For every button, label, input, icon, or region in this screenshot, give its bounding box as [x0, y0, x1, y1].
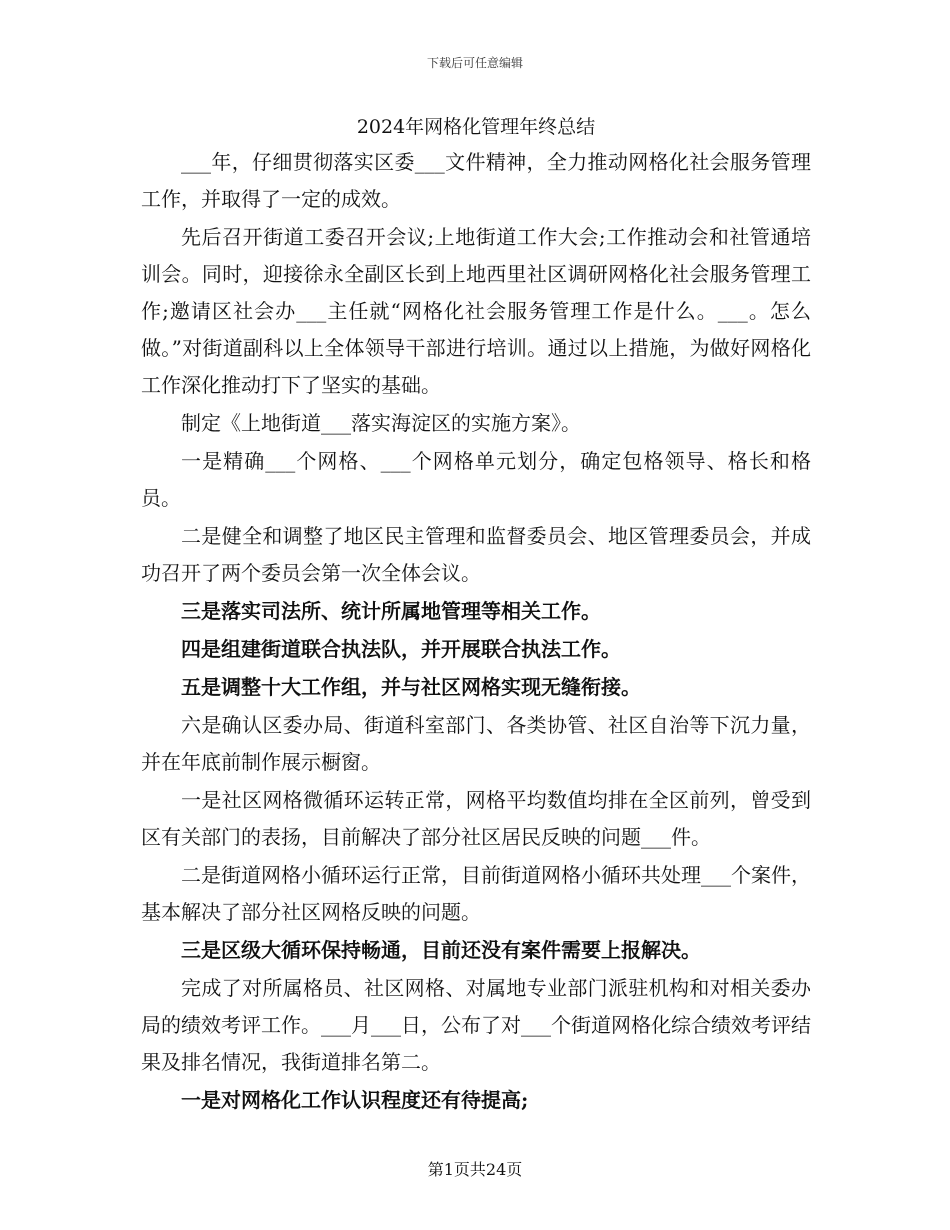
paragraph: 二是街道网格小循环运行正常，目前街道网格小循环共处理___个案件，基本解决了部分社区网格反映的问题。	[141, 863, 811, 924]
paragraph: 先后召开街道工委召开会议;上地街道工作大会;工作推动会和社管通培训会。同时，迎接徐永全副区长到上地西里社区调研网格化社会服务管理工作;邀请区社会办___主任就“网格化社会服务管理工作是什么。___。怎么做。”对街道副科以上全体领导干部进行培训。通过以上措施，为做好网格化工作深化推动打下了坚实的基础。	[141, 225, 811, 397]
document-body	[141, 112, 811, 1120]
paragraph: 二是健全和调整了地区民主管理和监督委员会、地区管理委员会，并成功召开了两个委员会第一次全体会议。	[141, 524, 811, 585]
header-note: 下载后可任意编辑	[426, 56, 523, 70]
paragraph-list	[141, 144, 811, 1119]
paragraph: 一是社区网格微循环运转正常，网格平均数值均排在全区前列，曾受到区有关部门的表扬，目前解决了部分社区居民反映的问题___件。	[141, 788, 811, 849]
paragraph: 三是区级大循环保持畅通，目前还没有案件需要上报解决。	[181, 938, 701, 962]
paragraph: 五是调整十大工作组，并与社区网格实现无缝衔接。	[181, 675, 641, 699]
paragraph: ___年，仔细贯彻落实区委___文件精神，全力推动网格化社会服务管理工作，并取得了一定的成效。	[141, 150, 811, 211]
paragraph: 完成了对所属格员、社区网格、对属地专业部门派驻机构和对相关委办局的绩效考评工作。___月___日，公布了对___个街道网格化综合绩效考评结果及排名情况，我街道排名第二。	[141, 976, 811, 1074]
paragraph: 三是落实司法所、统计所属地管理等相关工作。	[181, 599, 601, 623]
paragraph: 一是精确___个网格、___个网格单元划分，确定包格领导、格长和格员。	[141, 449, 811, 510]
paragraph: 制定《上地街道___落实海淀区的实施方案》。	[181, 411, 581, 435]
paragraph: 六是确认区委办局、街道科室部门、各类协管、社区自治等下沉力量，并在年底前制作展示橱窗。	[141, 713, 811, 774]
document-title: 2024年网格化管理年终总结	[356, 116, 596, 138]
paragraph: 一是对网格化工作认识程度还有待提高;	[181, 1088, 529, 1112]
paragraph: 四是组建街道联合执法队，并开展联合执法工作。	[181, 637, 621, 661]
page-number: 第1页共24页	[427, 1160, 523, 1179]
